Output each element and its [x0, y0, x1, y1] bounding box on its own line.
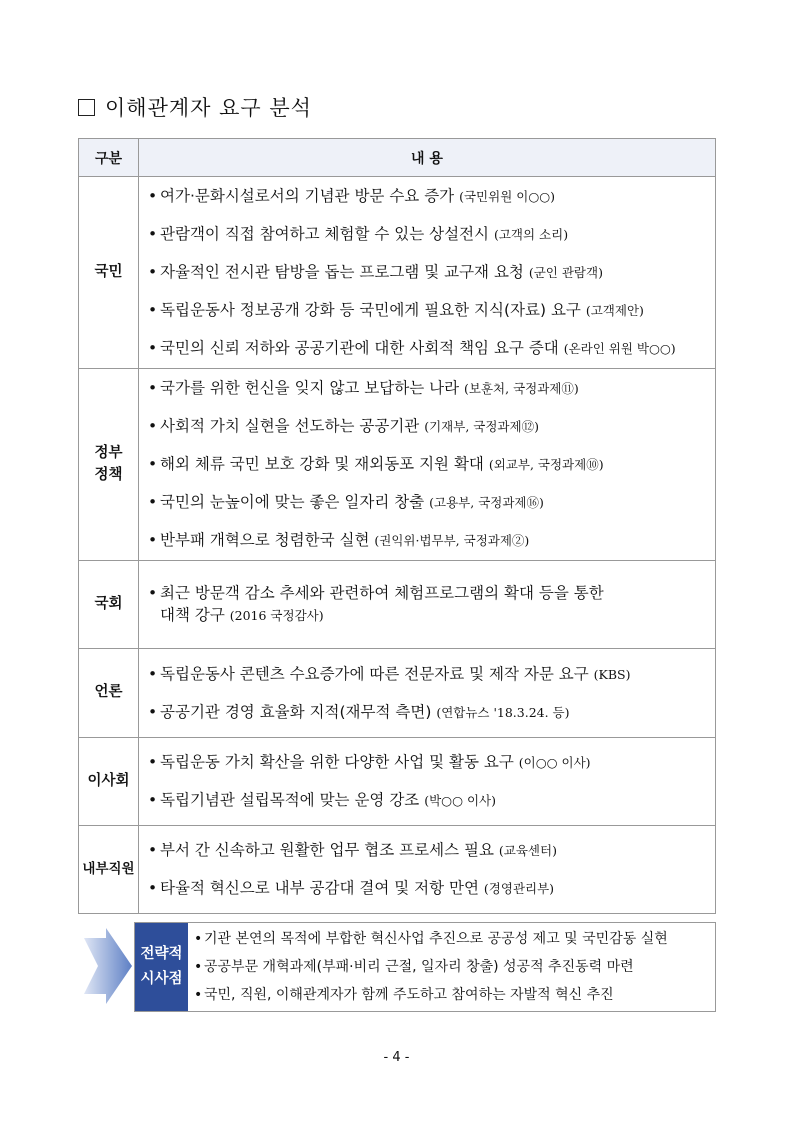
header-category: 구분 — [79, 139, 139, 177]
list-item: • 타율적 혁신으로 내부 공감대 결여 및 저항 만연 (경영관리부) — [147, 877, 707, 900]
table-header-row — [79, 139, 716, 177]
list-item: • 독립운동사 콘텐츠 수요증가에 따른 전문자료 및 제작 자문 요구 (KBS) — [147, 663, 707, 686]
arrow-right-icon — [84, 928, 132, 1004]
list-item: • 국가를 위한 헌신을 잊지 않고 보답하는 나라 (보훈처, 국정과제⑪) — [147, 377, 707, 400]
list-item: • 공공부문 개혁과제(부패·비리 근절, 일자리 창출) 성공적 추진동력 마련 — [194, 956, 709, 978]
strategic-label: 전략적 시사점 — [135, 923, 188, 1011]
checkbox-square-icon — [78, 99, 95, 116]
strategic-implications-box — [134, 922, 716, 1012]
list-item: • 자율적인 전시관 탐방을 돕는 프로그램 및 교구재 요청 (군인 관람객) — [147, 261, 707, 284]
list-item: • 해외 체류 국민 보호 강화 및 재외동포 지원 확대 (외교부, 국정과제⑩) — [147, 453, 707, 476]
list-item: • 기관 본연의 목적에 부합한 혁신사업 추진으로 공공성 제고 및 국민감동 실현 — [194, 928, 709, 950]
section-heading-text: 이해관계자 요구 분석 — [105, 96, 312, 120]
list-item: • 국민, 직원, 이해관계자가 함께 주도하고 참여하는 자발적 혁신 추진 — [194, 984, 709, 1006]
list-item: • 독립기념관 설립목적에 맞는 운영 강조 (박○○ 이사) — [147, 789, 707, 812]
list-item: • 국민의 신뢰 저하와 공공기관에 대한 사회적 책임 요구 증대 (온라인 위원 박○○) — [147, 337, 707, 360]
row-content — [139, 738, 716, 826]
row-content — [139, 649, 716, 738]
row-content — [139, 826, 716, 914]
row-category: 국민 — [79, 177, 139, 369]
list-item: • 부서 간 신속하고 원활한 업무 협조 프로세스 필요 (교육센터) — [147, 839, 707, 862]
row-category: 이사회 — [79, 738, 139, 826]
table-row — [79, 826, 716, 914]
list-item: • 관람객이 직접 참여하고 체험할 수 있는 상설전시 (고객의 소리) — [147, 223, 707, 246]
list-item: • 공공기관 경영 효율화 지적(재무적 측면) (연합뉴스 '18.3.24. 등) — [147, 701, 707, 724]
list-item: • 여가·문화시설로서의 기념관 방문 수요 증가 (국민위원 이○○) — [147, 185, 707, 208]
table-row — [79, 561, 716, 649]
list-item: • 국민의 눈높이에 맞는 좋은 일자리 창출 (고용부, 국정과제⑯) — [147, 491, 707, 514]
row-content — [139, 369, 716, 561]
table-row — [79, 649, 716, 738]
row-content — [139, 561, 716, 649]
table-row — [79, 738, 716, 826]
row-category: 언론 — [79, 649, 139, 738]
section-heading — [78, 92, 312, 122]
list-item: • 독립운동 가치 확산을 위한 다양한 사업 및 활동 요구 (이○○ 이사) — [147, 751, 707, 774]
row-content — [139, 177, 716, 369]
page-number: - 4 - — [383, 1050, 410, 1065]
list-item: • 반부패 개혁으로 청렴한국 실현 (권익위·법무부, 국정과제②) — [147, 529, 707, 552]
table-row — [79, 177, 716, 369]
list-item: • 독립운동사 정보공개 강화 등 국민에게 필요한 지식(자료) 요구 (고객제안) — [147, 299, 707, 322]
stakeholder-table — [78, 138, 716, 914]
row-category: 정부 정책 — [79, 369, 139, 561]
row-category: 내부직원 — [79, 826, 139, 914]
row-category: 국회 — [79, 561, 139, 649]
strategic-items — [188, 923, 715, 1011]
list-item: • 사회적 가치 실현을 선도하는 공공기관 (기재부, 국정과제⑫) — [147, 415, 707, 438]
table-row — [79, 369, 716, 561]
header-content: 내 용 — [139, 139, 716, 177]
list-item: • 최근 방문객 감소 추세와 관련하여 체험프로그램의 확대 등을 통한 대책 강구 (2016 국정감사) — [147, 582, 707, 627]
